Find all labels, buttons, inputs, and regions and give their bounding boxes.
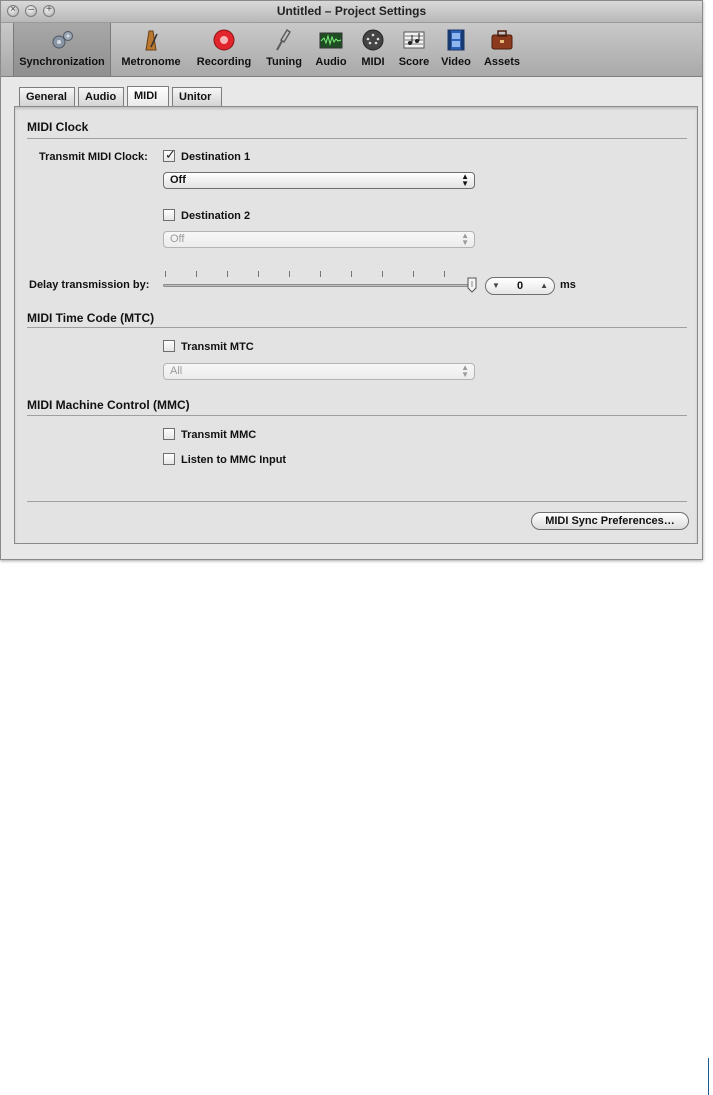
midi-clock-heading: MIDI Clock: [27, 120, 89, 134]
page-edge-marker: [708, 1058, 709, 1095]
tab-unitor[interactable]: Unitor: [172, 87, 222, 106]
toolbar-label: Audio: [315, 56, 347, 68]
transmit-mtc-checkbox[interactable]: [163, 340, 175, 352]
midi-connector-icon: [360, 28, 386, 52]
mmc-heading: MIDI Machine Control (MMC): [27, 398, 190, 412]
slider-tick: [351, 271, 352, 277]
slider-tick: [289, 271, 290, 277]
toolbar-label: Tuning: [266, 56, 302, 68]
toolbar-label: Assets: [483, 56, 521, 68]
delay-slider-thumb[interactable]: [466, 277, 478, 293]
mtc-popup[interactable]: [163, 363, 475, 380]
toolbar-video[interactable]: [437, 23, 475, 76]
destination2-checkbox[interactable]: [163, 209, 175, 221]
footer-divider: [27, 501, 687, 502]
transmit-midi-clock-label: Transmit MIDI Clock:: [39, 151, 148, 163]
destination2-label: Destination 2: [181, 210, 251, 222]
midi-settings-panel: [14, 106, 698, 544]
listen-mmc-label: Listen to MMC Input: [181, 454, 287, 466]
destination2-value: Off: [170, 233, 185, 245]
toolbar-metronome[interactable]: [115, 23, 187, 76]
toolbar-midi[interactable]: [355, 23, 391, 76]
listen-mmc-checkbox[interactable]: [163, 453, 175, 465]
slider-tick: [444, 271, 445, 277]
transmit-mmc-checkbox[interactable]: [163, 428, 175, 440]
toolbar-synchronization[interactable]: [13, 23, 111, 76]
audio-waveform-icon: [318, 28, 344, 52]
toolbar-assets[interactable]: [479, 23, 525, 76]
divider: [27, 415, 687, 416]
delay-transmission-label: Delay transmission by:: [29, 279, 150, 291]
slider-tick: [196, 271, 197, 277]
destination2-popup[interactable]: [163, 231, 475, 248]
tuning-fork-icon: [271, 28, 297, 52]
toolbar: [1, 23, 702, 77]
toolbar-label: Recording: [196, 56, 252, 68]
decrement-arrow-icon[interactable]: ▼: [492, 281, 500, 290]
popup-arrows-icon: ▲ ▼: [461, 172, 469, 188]
slider-tick: [227, 271, 228, 277]
delay-unit-label: ms: [560, 279, 576, 291]
toolbar-audio[interactable]: [311, 23, 351, 76]
popup-arrows-icon: ▲ ▼: [461, 231, 469, 247]
delay-value[interactable]: 0: [516, 280, 524, 292]
checkmark-icon: ✓: [165, 147, 176, 162]
divider: [27, 138, 687, 139]
destination1-label: Destination 1: [181, 151, 251, 163]
close-icon: ×: [10, 4, 16, 15]
slider-tick: [258, 271, 259, 277]
mtc-value: All: [170, 365, 183, 377]
transmit-mtc-label: Transmit MTC: [181, 341, 254, 353]
popup-arrows-icon: ▲ ▼: [461, 363, 469, 379]
slider-tick: [413, 271, 414, 277]
gears-icon: [49, 28, 75, 52]
zoom-icon: +: [46, 4, 52, 15]
toolbar-label: Synchronization: [19, 56, 105, 68]
transmit-mmc-label: Transmit MMC: [181, 429, 257, 441]
slider-tick: [382, 271, 383, 277]
tab-general[interactable]: General: [19, 87, 75, 106]
window-title: Untitled – Project Settings: [276, 4, 427, 18]
toolbar-tuning[interactable]: [261, 23, 307, 76]
tab-audio[interactable]: Audio: [78, 87, 124, 106]
toolbar-recording[interactable]: [191, 23, 257, 76]
tab-midi[interactable]: MIDI: [127, 86, 169, 107]
record-icon: [211, 28, 237, 52]
destination1-value: Off: [170, 174, 186, 186]
score-notes-icon: [401, 28, 427, 52]
slider-tick: [320, 271, 321, 277]
toolbar-label: Metronome: [121, 56, 181, 68]
toolbar-label: Video: [441, 56, 471, 68]
divider: [27, 327, 687, 328]
toolbar-score[interactable]: [395, 23, 433, 76]
delay-slider-track[interactable]: [163, 284, 475, 287]
toolbar-label: MIDI: [361, 56, 385, 68]
delay-stepper[interactable]: [485, 277, 555, 295]
briefcase-icon: [489, 28, 515, 52]
destination1-popup[interactable]: [163, 172, 475, 189]
title-bar: [1, 1, 702, 23]
minimize-icon: –: [28, 4, 34, 15]
midi-sync-preferences-button[interactable]: MIDI Sync Preferences…: [531, 512, 689, 530]
metronome-icon: [138, 28, 164, 52]
destination1-checkbox[interactable]: [163, 147, 176, 162]
mtc-heading: MIDI Time Code (MTC): [27, 311, 155, 325]
toolbar-label: Score: [398, 56, 430, 68]
increment-arrow-icon[interactable]: ▲: [540, 281, 548, 290]
film-icon: [443, 28, 469, 52]
slider-tick: [165, 271, 166, 277]
